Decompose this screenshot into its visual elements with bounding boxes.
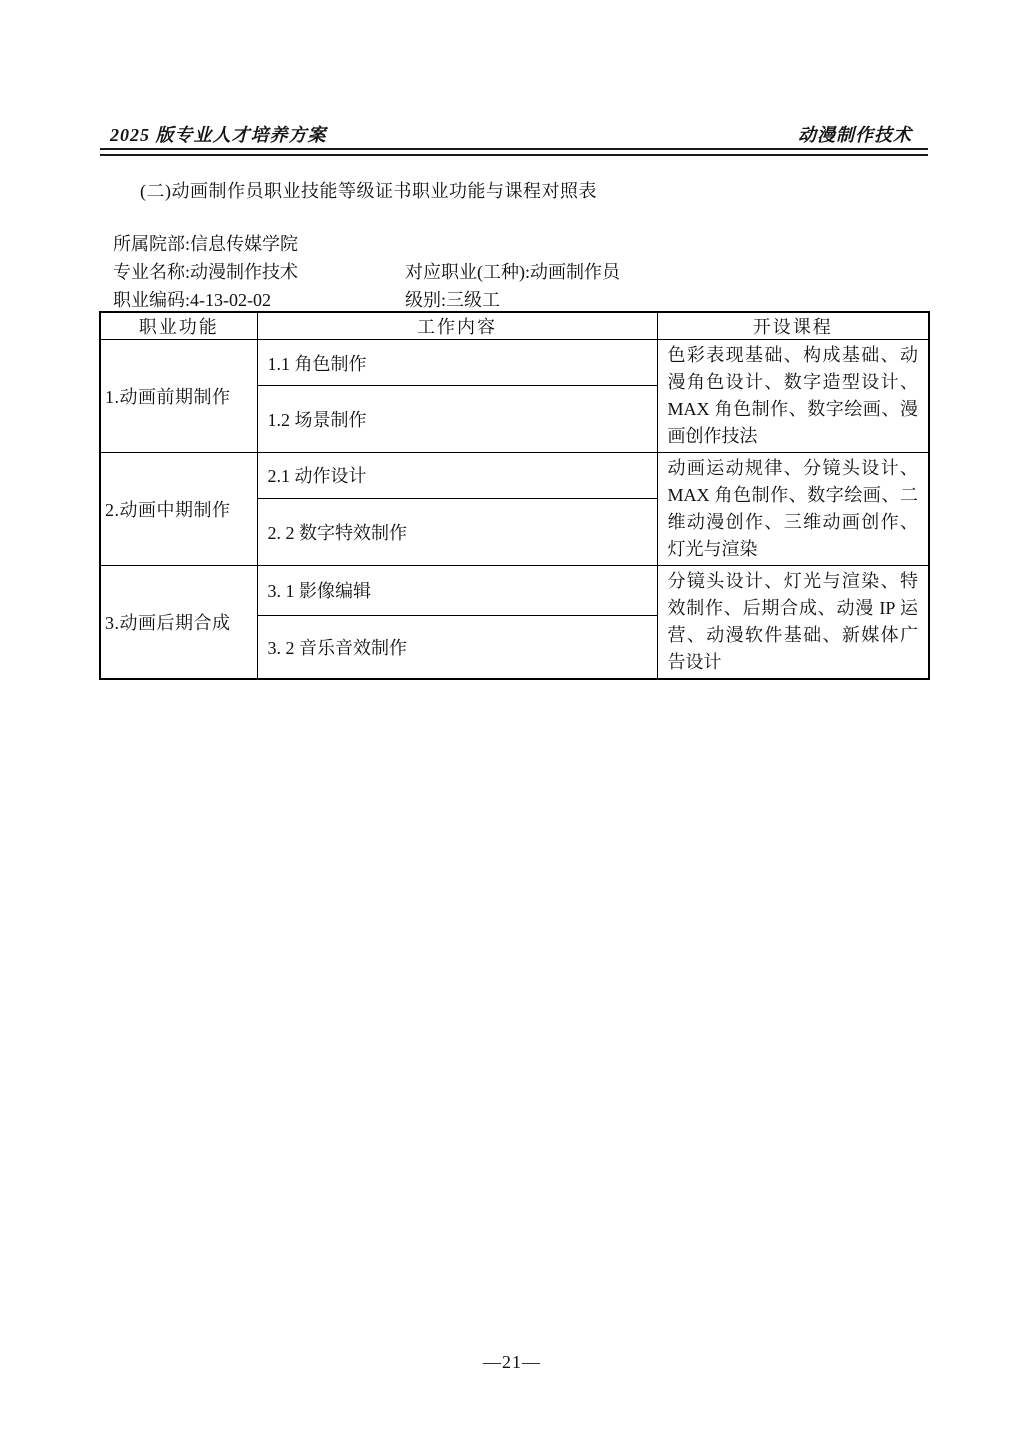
courses-cell-1: 色彩表现基础、构成基础、动漫角色设计、数字造型设计、MAX 角色制作、数字绘画、漫画创作技法 [657, 340, 929, 453]
info-occupation: 对应职业(工种):动画制作员 [405, 262, 620, 282]
section-title: (二)动画制作员职业技能等级证书职业功能与课程对照表 [140, 181, 597, 201]
header-cell-work-content: 工作内容 [257, 312, 657, 340]
header-right-title: 动漫制作技术 [798, 125, 912, 145]
task-cell-1-2: 1.2 场景制作 [257, 386, 657, 453]
table-row [100, 566, 929, 616]
table-header-row [100, 312, 929, 340]
table-row [100, 340, 929, 386]
task-cell-2-2: 2. 2 数字特效制作 [257, 498, 657, 565]
page-number: —21— [483, 1352, 541, 1372]
occupation-course-table [99, 311, 930, 680]
info-department-line [113, 230, 298, 256]
header-double-rule [100, 148, 928, 156]
task-cell-1-1: 1.1 角色制作 [257, 340, 657, 386]
task-cell-3-1: 3. 1 影像编辑 [257, 566, 657, 616]
function-cell-2: 2.动画中期制作 [100, 453, 257, 566]
task-cell-3-2: 3. 2 音乐音效制作 [257, 615, 657, 679]
task-cell-2-1: 2.1 动作设计 [257, 453, 657, 499]
table-row [100, 453, 929, 499]
info-major-line [113, 258, 620, 284]
courses-cell-2: 动画运动规律、分镜头设计、MAX 角色制作、数字绘画、二维动漫创作、三维动画创作、灯光与渲染 [657, 453, 929, 566]
info-department: 所属院部:信息传媒学院 [113, 234, 298, 254]
info-major-name: 专业名称:动漫制作技术 [113, 262, 298, 282]
header-cell-function: 职业功能 [100, 312, 257, 340]
function-cell-3: 3.动画后期合成 [100, 566, 257, 680]
courses-cell-3: 分镜头设计、灯光与渲染、特效制作、后期合成、动漫 IP 运营、动漫软件基础、新媒体广告设计 [657, 566, 929, 680]
info-level: 级别:三级工 [405, 290, 501, 310]
info-code-line [113, 286, 501, 312]
function-cell-1: 1.动画前期制作 [100, 340, 257, 453]
info-occupation-code: 职业编码:4-13-02-02 [113, 290, 271, 310]
header-cell-courses: 开设课程 [657, 312, 929, 340]
running-header [110, 121, 912, 147]
header-left-title: 2025 版专业人才培养方案 [110, 125, 327, 145]
